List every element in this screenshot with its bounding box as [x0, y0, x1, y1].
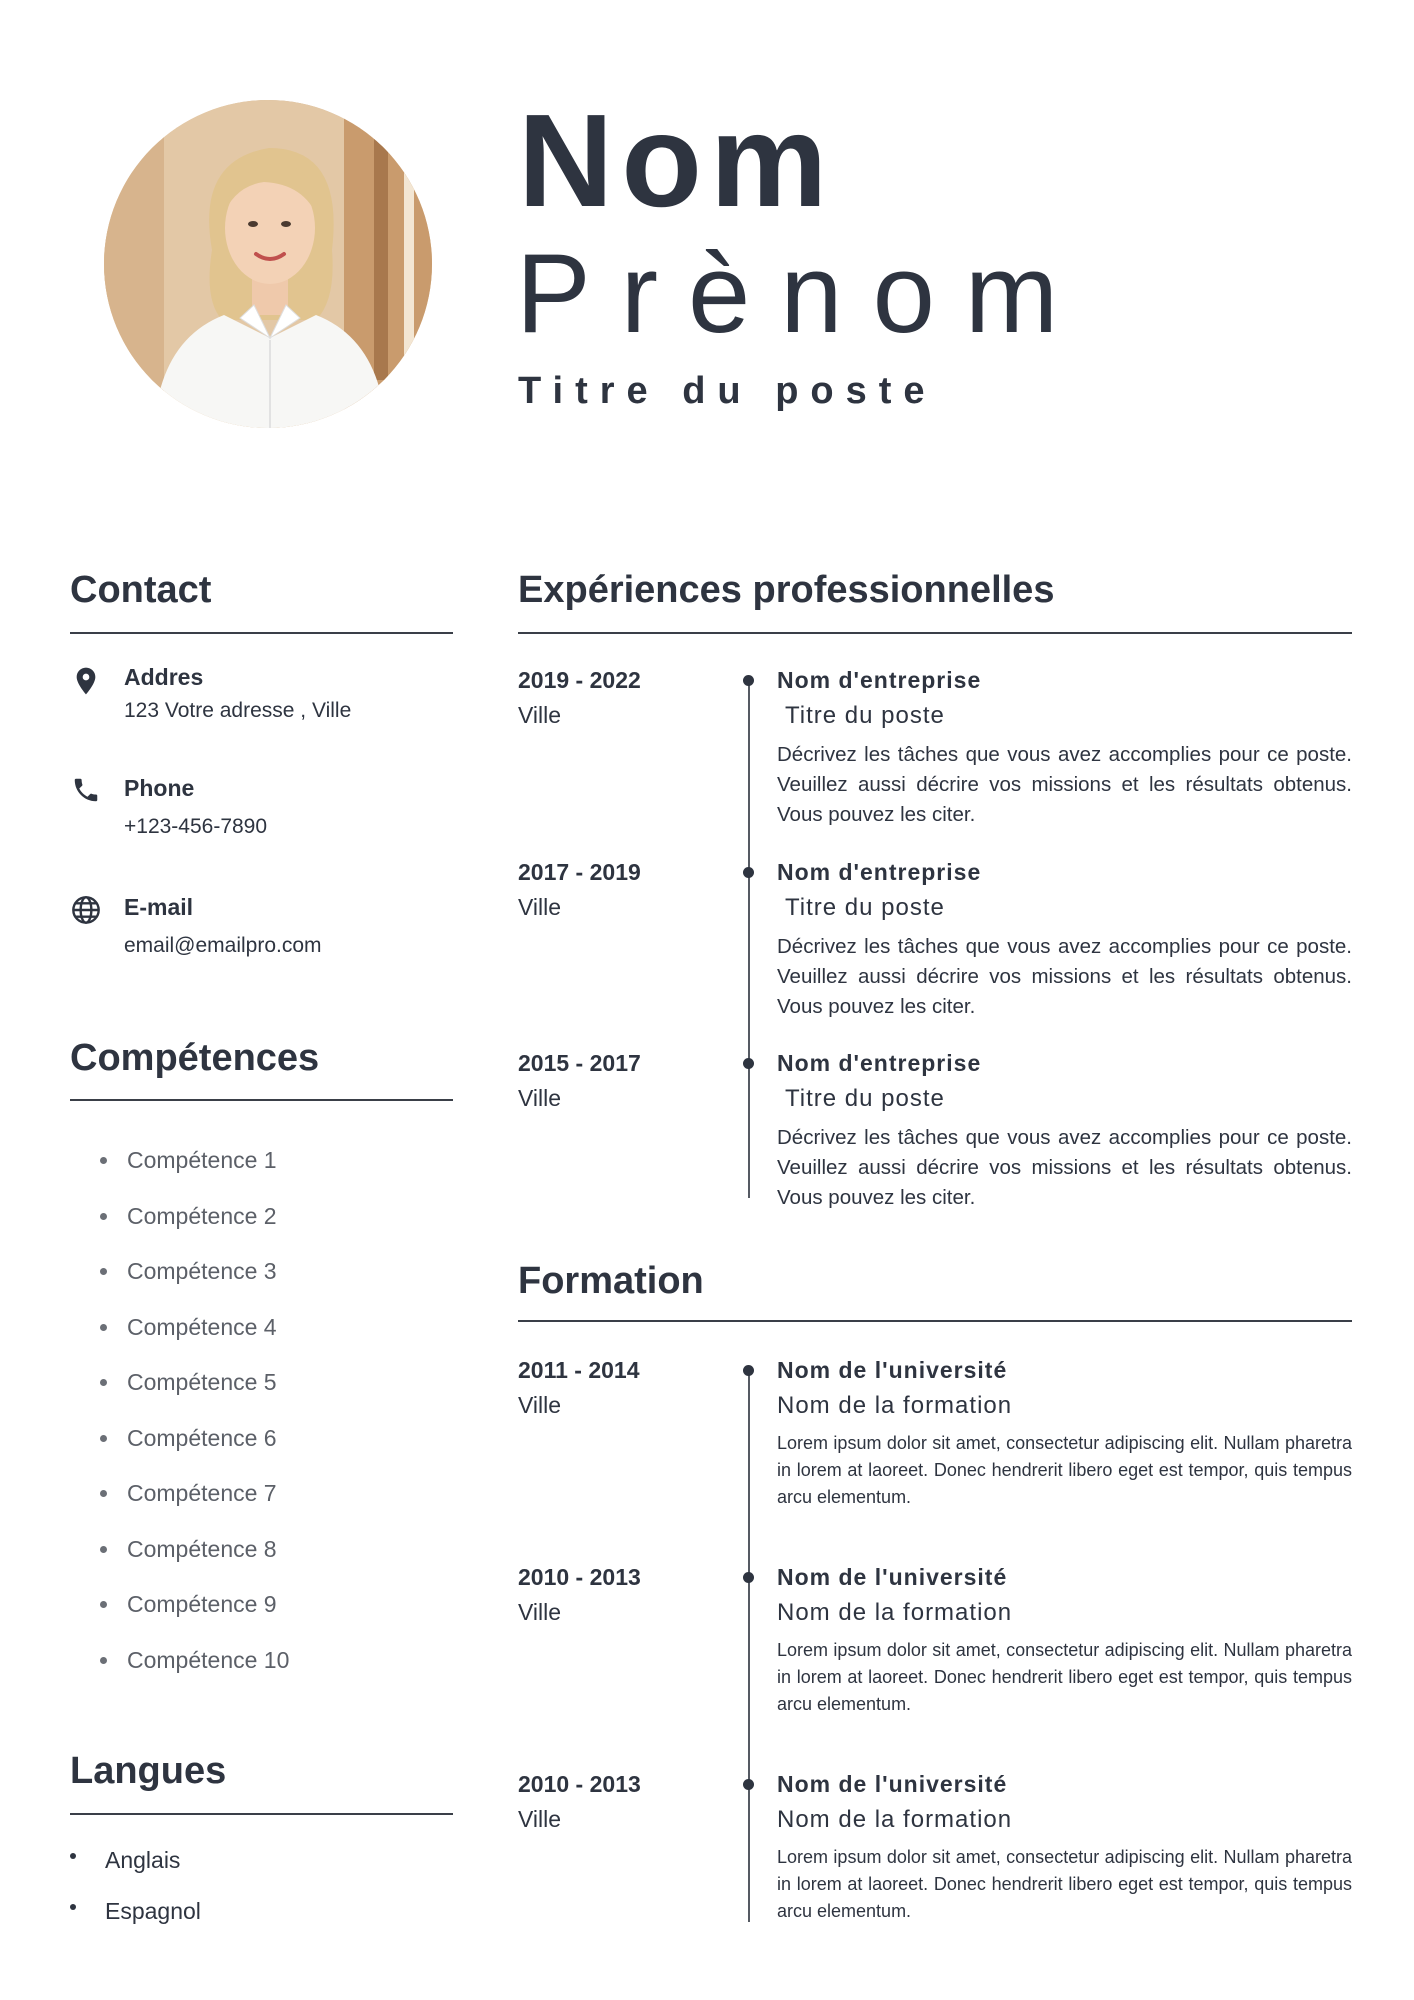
- contact-email-label: E-mail: [124, 894, 194, 920]
- entry-description: Décrivez les tâches que vous avez accomplies pour ce poste. Veuillez aussi décrire vos missions et les résultats obtenus. Vous pouvez les citer.: [777, 935, 1352, 1018]
- entry-role: Titre du poste: [785, 894, 945, 921]
- skill-item: Compétence 1: [100, 1146, 289, 1202]
- entry-school: Nom de l'université: [777, 1564, 1008, 1590]
- entry-dates: 2010 - 2013: [518, 1771, 641, 1797]
- entry-program: Nom de la formation: [777, 1806, 1013, 1833]
- entry-city: Ville: [518, 1085, 562, 1111]
- entry-school: Nom de l'université: [777, 1357, 1008, 1383]
- contact-email-value: email@emailpro.com: [124, 934, 322, 957]
- last-name: Nom: [518, 87, 836, 234]
- entry-dates: 2010 - 2013: [518, 1564, 641, 1590]
- entry-description: Lorem ipsum dolor sit amet, consectetur adipiscing elit. Nullam pharetra in lorem at laoreet. Donec hendrerit libero eget est tempor, quis tempus arcu elementum.: [777, 1640, 1352, 1714]
- entry-dates: 2017 - 2019: [518, 859, 641, 885]
- map-pin-icon: [70, 664, 102, 698]
- entry-dates: 2011 - 2014: [518, 1357, 640, 1383]
- skill-item: Compétence 8: [100, 1535, 289, 1591]
- entry-company: Nom d'entreprise: [777, 1050, 982, 1076]
- education-divider: [518, 1320, 1352, 1322]
- entry-description: Décrivez les tâches que vous avez accomplies pour ce poste. Veuillez aussi décrire vos missions et les résultats obtenus. Vous pouvez les citer.: [777, 743, 1352, 826]
- skill-item: Compétence 5: [100, 1368, 289, 1424]
- timeline-dot: [743, 675, 754, 686]
- entry-city: Ville: [518, 1806, 562, 1832]
- entry-program: Nom de la formation: [777, 1599, 1013, 1626]
- phone-icon: [70, 775, 102, 805]
- languages-list: [70, 1846, 201, 1948]
- entry-role: Titre du poste: [785, 702, 945, 729]
- skill-item: Compétence 9: [100, 1590, 289, 1646]
- language-item: Espagnol: [70, 1897, 201, 1948]
- timeline-dot: [743, 1779, 754, 1790]
- contact-divider: [70, 632, 453, 634]
- timeline-dot: [743, 1365, 754, 1376]
- languages-heading: Langues: [70, 1750, 227, 1792]
- skills-heading: Compétences: [70, 1037, 320, 1079]
- timeline-dot: [743, 1058, 754, 1069]
- experience-divider: [518, 632, 1352, 634]
- entry-company: Nom d'entreprise: [777, 859, 982, 885]
- experience-heading: Expériences professionnelles: [518, 569, 1055, 611]
- skill-item: Compétence 6: [100, 1424, 289, 1480]
- entry-company: Nom d'entreprise: [777, 667, 982, 693]
- entry-school: Nom de l'université: [777, 1771, 1008, 1797]
- portrait-illustration: [104, 100, 432, 428]
- skill-item: Compétence 10: [100, 1646, 289, 1702]
- skills-divider: [70, 1099, 453, 1101]
- entry-dates: 2015 - 2017: [518, 1050, 641, 1076]
- entry-city: Ville: [518, 1599, 562, 1625]
- globe-icon: [70, 894, 102, 926]
- languages-divider: [70, 1813, 453, 1815]
- entry-city: Ville: [518, 1392, 562, 1418]
- entry-dates: 2019 - 2022: [518, 667, 641, 693]
- language-item: Anglais: [70, 1846, 201, 1897]
- skill-item: Compétence 3: [100, 1257, 289, 1313]
- contact-address-value: 123 Votre adresse , Ville: [124, 699, 352, 722]
- timeline-dot: [743, 867, 754, 878]
- first-name: Prènom: [516, 231, 1089, 356]
- contact-phone-label: Phone: [124, 775, 195, 801]
- skill-item: Compétence 7: [100, 1479, 289, 1535]
- education-heading: Formation: [518, 1260, 704, 1302]
- entry-description: Décrivez les tâches que vous avez accomplies pour ce poste. Veuillez aussi décrire vos missions et les résultats obtenus. Vous pouvez les citer.: [777, 1126, 1352, 1209]
- skills-list: [100, 1146, 289, 1701]
- entry-program: Nom de la formation: [777, 1392, 1013, 1419]
- entry-description: Lorem ipsum dolor sit amet, consectetur adipiscing elit. Nullam pharetra in lorem at laoreet. Donec hendrerit libero eget est tempor, quis tempus arcu elementum.: [777, 1847, 1352, 1921]
- contact-heading: Contact: [70, 569, 212, 611]
- contact-phone-value: +123-456-7890: [124, 815, 268, 838]
- entry-city: Ville: [518, 894, 562, 920]
- entry-city: Ville: [518, 702, 562, 728]
- education-timeline: [748, 1372, 750, 1922]
- experience-timeline: [748, 682, 750, 1198]
- profile-photo: [104, 100, 432, 428]
- contact-address-label: Addres: [124, 664, 204, 690]
- skill-item: Compétence 4: [100, 1313, 289, 1369]
- timeline-dot: [743, 1572, 754, 1583]
- entry-role: Titre du poste: [785, 1085, 945, 1112]
- job-title: Titre du poste: [518, 370, 937, 412]
- entry-description: Lorem ipsum dolor sit amet, consectetur adipiscing elit. Nullam pharetra in lorem at laoreet. Donec hendrerit libero eget est tempor, quis tempus arcu elementum.: [777, 1433, 1352, 1507]
- skill-item: Compétence 2: [100, 1202, 289, 1258]
